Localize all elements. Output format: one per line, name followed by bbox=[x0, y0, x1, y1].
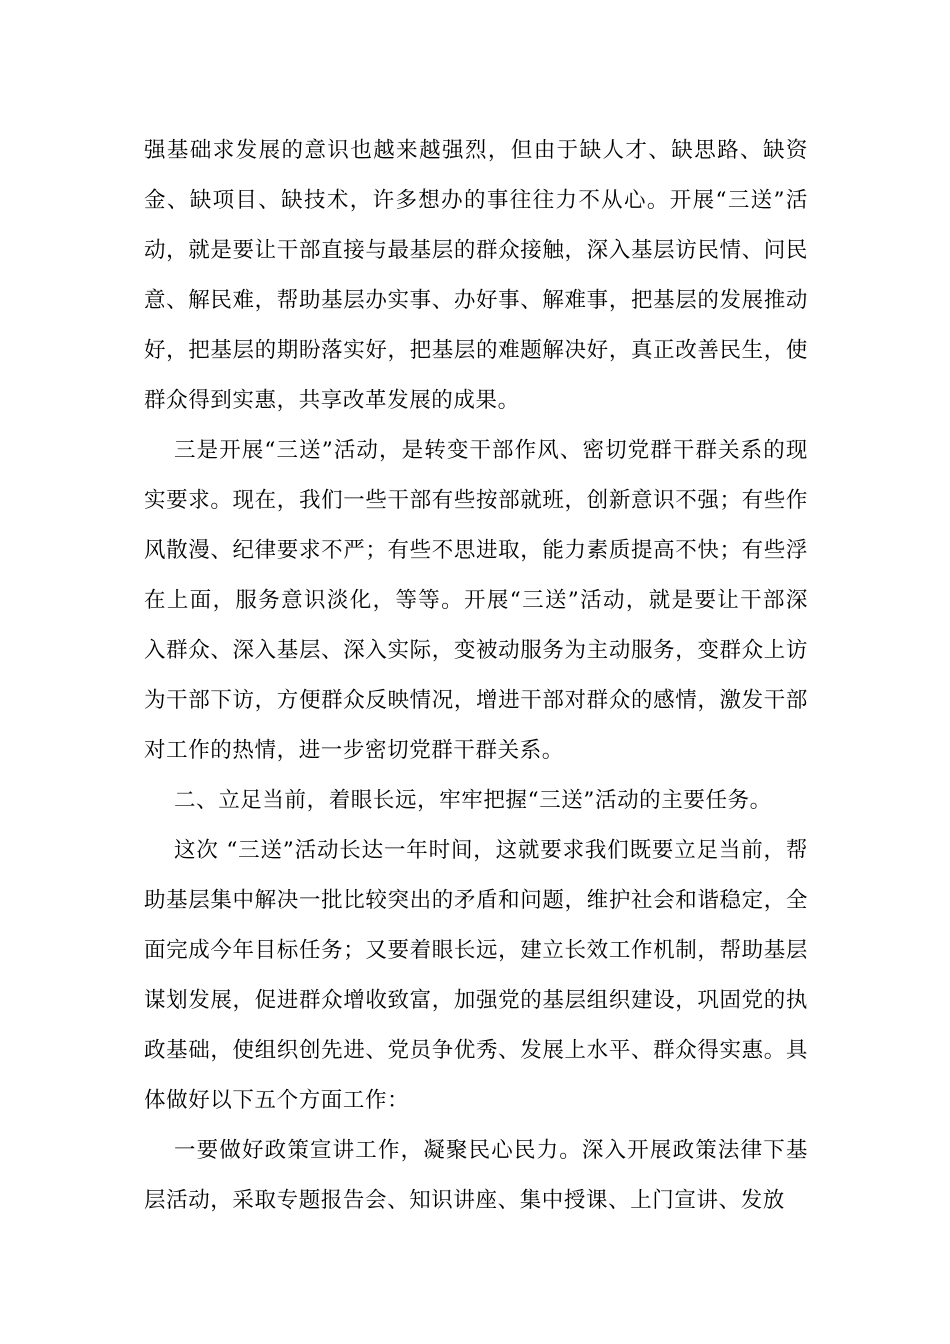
paragraph-campaign-overview: 这次 “三送”活动长达一年时间，这就要求我们既要立足当前，帮助基层集中解决一批比较突出的矛盾和问题，维护社会和谐稳定，全面完成今年目标任务；又要着眼长远，建立长效工作机制，帮助基层谋划发展，促进群众增收致富，加强党的基层组织建设，巩固党的执政基础，使组织创先进、党员争优秀、发展上水平、群众得实惠。具体做好以下五个方面工作： bbox=[144, 838, 808, 1113]
paragraph-task-one: 一要做好政策宣讲工作，凝聚民心民力。深入开展政策法律下基层活动，采取专题报告会、知识讲座、集中授课、上门宣讲、发放 bbox=[144, 1138, 808, 1213]
paragraph-continuation: 强基础求发展的意识也越来越强烈，但由于缺人才、缺思路、缺资金、缺项目、缺技术，许多想办的事往往力不从心。开展“三送”活动，就是要让干部直接与最基层的群众接触，深入基层访民情、问民意、解民难，帮助基层办实事、办好事、解难事，把基层的发展推动好，把基层的期盼落实好，把基层的难题解决好，真正改善民生，使群众得到实惠，共享改革发展的成果。 bbox=[144, 138, 808, 413]
section-heading-two: 二、立足当前，着眼长远，牢牢把握“三送”活动的主要任务。 bbox=[174, 788, 772, 813]
paragraph-point-three: 三是开展“三送”活动，是转变干部作风、密切党群干群关系的现实要求。现在，我们一些干部有些按部就班，创新意识不强；有些作风散漫、纪律要求不严；有些不思进取，能力素质提高不快；有些浮在上面，服务意识淡化，等等。开展“三送”活动，就是要让干部深入群众、深入基层、深入实际，变被动服务为主动服务，变群众上访为干部下访，方便群众反映情况，增进干部对群众的感情，激发干部对工作的热情，进一步密切党群干群关系。 bbox=[144, 438, 808, 763]
document-page bbox=[144, 126, 808, 1226]
